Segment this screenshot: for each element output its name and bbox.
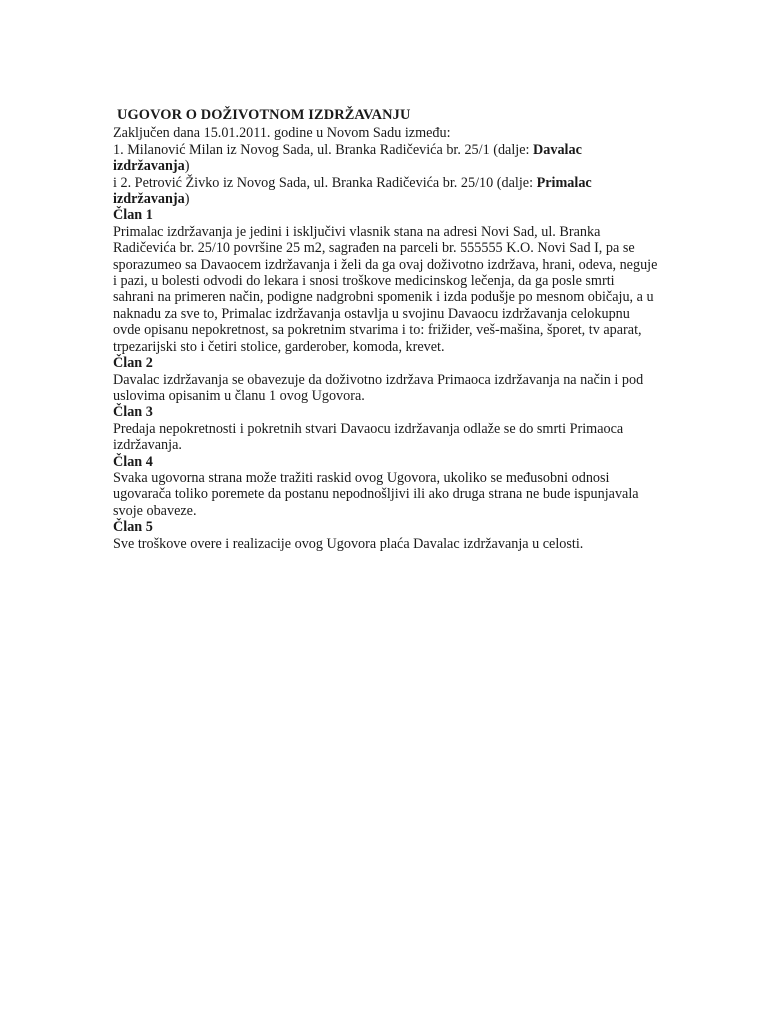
party-1-role: Davalac izdržavanja (113, 141, 582, 175)
article-3-heading: Član 3 (113, 404, 153, 421)
article-2-text: Davalac izdržavanja se obavezuje da doživotno izdržava Primaoca izdržavanja na način i pod uslovima opisanim u članu 1 ovog Ugovora. (113, 371, 644, 404)
party-2 (113, 175, 658, 208)
article-3-text: Predaja nepokretnosti i pokretnih stvari Davaocu izdržavanja odlaže se do smrti Primaoca izdržavanja. (113, 420, 624, 454)
party-2-text: i 2. Petrović Živko iz Novog Sada, ul. Branka Radičevića br. 25/10 (dalje: (113, 174, 537, 191)
article-1-heading: Član 1 (113, 207, 153, 224)
party-2-role: Primalac izdržavanja (113, 174, 592, 208)
article-1-text: Primalac izdržavanja je jedini i isključivi vlasnik stana na adresi Novi Sad, ul. Branka Radičevića br. 25/10 površine 25 m2, sagrađen na parceli br. 555555 K.O. Novi Sad I, pa se sporazumeo sa Davaocem izdržavanja i želi da ga ovaj doživotno izdržava, hrani, odeva, neguje i pazi, u bolesti odvodi do lekara i snosi troškove medicinskog lečenja, da ga posle smrti sahrani na primeren način, podigne nadgrobni spomenik i izda podušje po mesnom običaju, a u naknadu za sve to, Primalac izdržavanja ostavlja u svojinu Davaocu izdržavanja celokupnu ovde opisanu nepokretnost, sa pokretnim stvarima i to: frižider, veš-mašina, šporet, tv aparat, trpezarijski sto i četiri stolice, garderober, komoda, krevet. (113, 223, 658, 355)
article-5-heading: Član 5 (113, 519, 153, 536)
article-4-heading: Član 4 (113, 453, 153, 470)
party-1-close: ) (184, 158, 190, 175)
document-title: UGOVOR O DOŽIVOTNOM IZDRŽAVANJU (117, 107, 411, 123)
party-1 (113, 142, 658, 175)
article-4-text: Svaka ugovorna strana može tražiti raskid ovog Ugovora, ukoliko se međusobni odnosi ugovarača toliko poremete da postanu nepodnošljivi ili ako druga strana ne bude ispunjavala svoje obaveze. (113, 469, 639, 519)
article-2-heading: Član 2 (113, 355, 153, 372)
intro-line: Zaključen dana 15.01.2011. godine u Novom Sadu između: (113, 125, 451, 142)
article-5-text: Sve troškove overe i realizacije ovog Ugovora plaća Davalac izdržavanja u celosti. (113, 535, 584, 552)
document-page (113, 107, 658, 552)
party-2-close: ) (184, 191, 190, 208)
party-1-text: 1. Milanović Milan iz Novog Sada, ul. Branka Radičevića br. 25/1 (dalje: (113, 141, 534, 158)
